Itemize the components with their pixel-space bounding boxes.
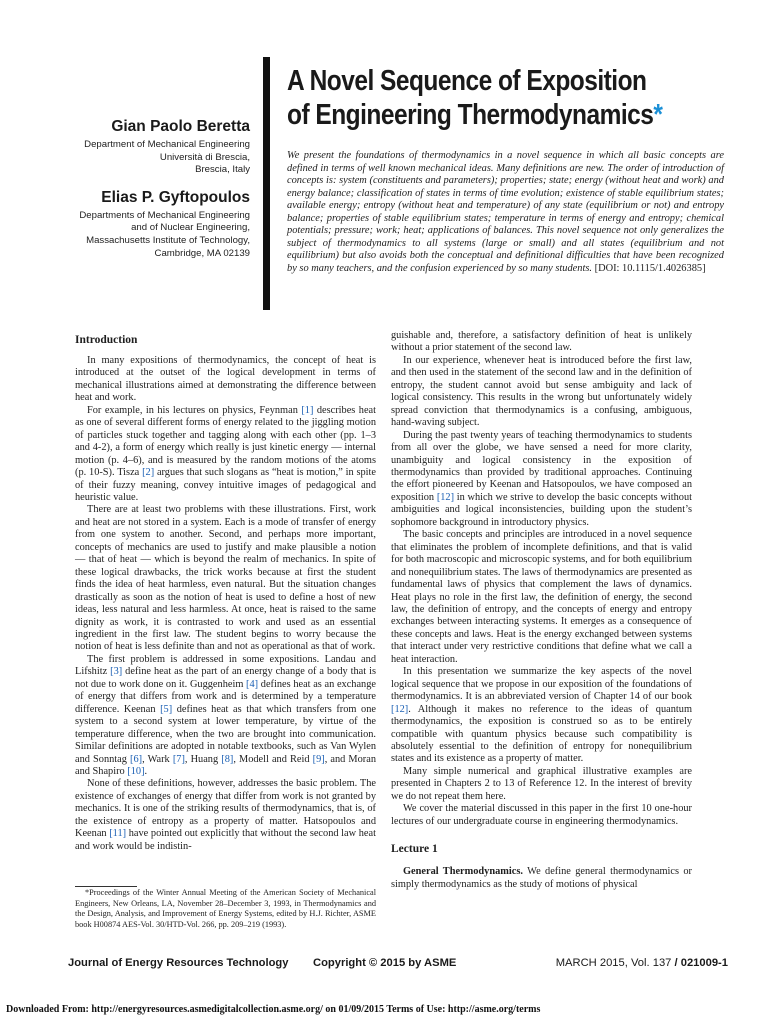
title-line: of Engineering Thermodynamics [287,99,654,131]
citation-link[interactable]: [3] [110,666,123,678]
affiliation-line: Brescia, Italy [195,164,250,176]
citation-link[interactable]: [6] [130,753,143,765]
author-beretta [60,118,250,177]
author-name: Elias P. Gyftopoulos [101,188,250,206]
section-heading-introduction: Introduction [75,334,138,346]
paragraph: During the past twenty years of teaching thermodynamics to students from all over the globe, we have sensed a need for more clarity, unambiguity and logical consistency in the exposition of thermodynamics than provided by traditional approaches. Continuing the effort pioneered by Keenan and Hatsopoulos, we have composed an exposition [12] in which we strive to develop the basic concepts without ambiguities and logical inconsistencies, building upon the student’s sophomore background in introductory physics. [391,429,692,528]
author-list [60,118,250,260]
affiliation-line: Massachusetts Institute of Technology, [86,234,250,246]
footnote-text: *Proceedings of the Winter Annual Meeting of the American Society of Mechanical Engineers, New Orleans, LA, November 28–December 3, 1993, in Thermodynamics and the Design, Analysis, and Improvement of Energy Systems, edited by H.J. Richter, ASME book H00874 AES-Vol. 30/HTD-Vol. 266, pp. 209–219 (1993). [75,888,376,929]
section-heading-lecture-1: Lecture 1 [391,843,438,856]
citation-link[interactable]: [2] [142,467,155,479]
citation-link[interactable]: [1] [301,404,314,416]
article-number: 021009-1 [680,957,728,969]
author-affiliation [60,210,250,260]
issue-info: MARCH 2015, Vol. 137 / 021009-1 [555,957,728,969]
journal-name: Journal of Energy Resources Technology [68,957,289,969]
paragraph: None of these definitions, however, addresses the basic problem. The existence of exchanges of energy that differ from work is not granted by mechanics. It is one of the striking results of thermodynamics, that is, of the existence of entropy as a property of matter. Hatsopoulos and Keenan [11] have pointed out explicitly that without the second law heat and work would be indistin- [75,778,376,852]
citation-link[interactable]: [5] [160,703,173,715]
author-name: Gian Paolo Beretta [111,118,250,135]
citation-link[interactable]: [11] [109,828,127,840]
citation-link[interactable]: [10] [127,765,145,777]
page-footer [68,957,728,973]
paragraph: guishable and, therefore, a satisfactory definition of heat is unlikely without a prior statement of the second law. [391,330,692,354]
download-notice[interactable]: Downloaded From: http://energyresources.asmedigitalcollection.asme.org/ on 01/09/2015 Terms of Use: http://asme.org/terms [6,1004,541,1015]
paragraph: For example, in his lectures on physics, Feynman [1] describes heat as one of several different forms of energy related to the jiggling motion of particles stuck together and tagging along with each other (pp. 1–3 and 4-2), a form of energy which really is just kinetic energy — internal motion (p. 4–6), and is measured by the random motions of the atoms (p. 10-S). Tisza [2] argues that such slogans as “heat is motion,” in spite of their fuzzy meaning, convey intuitive images of pedagogical and heuristic value. [75,404,377,503]
article-title [287,64,665,132]
doi[interactable]: [DOI: 10.1115/1.4026385] [594,262,706,274]
paragraph: We cover the material discussed in this paper in the first 10 one-hour lectures of our undergraduate course in engineering thermodynamics. [391,803,692,827]
title-line: A Novel Sequence of Exposition [287,65,647,97]
paragraph: In this presentation we summarize the key aspects of the novel logical sequence that we propose in our exposition of the foundations of thermodynamics. It is an abbreviated version of Chapter 14 of our book [12]. Although it makes no reference to the ideas of quantum thermodynamics, the exposition is construed so as to be entirely compatible with quantum physics because such compatibility is absolutely essential to the definition of entropy for nonequilibrium states and its existence as a property of matter. [391,666,692,765]
author-gyftopoulos [60,189,250,260]
affiliation-line: Università di Brescia, [159,151,250,163]
title-footnote-marker[interactable]: * [653,99,663,131]
citation-link[interactable]: [7] [172,753,185,765]
paragraph: General Thermodynamics. We define general thermodynamics or simply thermodynamics as the study of motions of physical [391,866,692,890]
affiliation-line: and of Nuclear Engineering, [131,222,250,234]
citation-link[interactable]: [9] [312,753,325,765]
citation-link[interactable]: [8] [221,753,234,765]
affiliation-line: Department of Mechanical Engineering [84,139,250,150]
author-affiliation [60,139,250,177]
abstract [287,150,724,275]
footnote-rule [75,886,137,887]
footnote [75,888,376,930]
left-column [75,330,376,853]
copyright-notice: Copyright © 2015 by ASME [313,957,457,969]
paragraph: The basic concepts and principles are introduced in a novel sequence that eliminates the problem of incomplete definitions, and that is valid for both macroscopic and microscopic systems, and for both equilibrium and nonequilibrium states. The laws of thermodynamics are presented as fundamental laws of physics that complement the laws of dynamics. Heat plays no role in the first law, the definition of energy, the second law, the definition of entropy, and the concepts of energy and entropy exchanges between interacting systems. It emerges as a consequence of these concepts and laws. Heat is the energy exchanged between systems that interact under very restrictive conditions that define what we call a heat interaction. [391,529,692,665]
paragraph: The first problem is addressed in some expositions. Landau and Lifshitz [3] define heat as the part of an energy change of a body that is not due to work done on it. Guggenheim [4] defines heat as an exchange of energy that differs from work and is determined by a temperature difference. Keenan [5] defines heat as that which transfers from one system to a second system at lower temperature, by virtue of the temperature difference, when the two are brought into communication. Similar definitions are adopted in notable textbooks, such as Van Wylen and Sonntag [6], Wark [7], Huang [8], Modell and Reid [9], and Moran and Shapiro [10]. [75,653,376,777]
affiliation-line: Departments of Mechanical Engineering [79,209,250,221]
citation-link[interactable]: [12] [436,491,455,503]
paragraph: Many simple numerical and graphical illustrative examples are presented in Chapters 2 to 13 of Reference 12. In the interest of brevity we do not repeat them here. [391,765,692,802]
abstract-text: We present the foundations of thermodynamics in a novel sequence in which all basic concepts are defined in terms of well known mechanical ideas. Many definitions are new. The order of introduction of concepts is: system (constituents and parameters); properties; state; energy (without heat and work) and energy balance; classification of states in terms of time evolution; existence of stable equilibrium states; available energy; entropy (without heat and temperature) of any state (equilibrium or not) and entropy balance; properties of stable equilibrium states; temperature in terms of energy and entropy; chemical potentials; pressure; work; heat; applications of balances. This novel sequence not only generalizes the subject of thermodynamics to all systems (large or small) and all states (equilibrium and not equilibrium) but also avoids both the conceptual and definitional difficulties that have been recognized by so many teachers, and the confusion experienced by so many students. [287,150,724,274]
right-column [391,330,692,891]
paragraph: In many expositions of thermodynamics, the concept of heat is introduced at the outset of the logical development in terms of mechanical illustrations aimed at demonstrating the difference between heat and work. [75,355,376,404]
citation-link[interactable]: [12] [391,703,409,715]
paragraph: In our experience, whenever heat is introduced before the first law, and then used in the statement of the second law and in the definition of entropy, the student cannot avoid but sense ambiguity and lack of logical consistency. This results in the wrong but unfortunately widely spread conviction that thermodynamics is a confusing, ambiguous, hand-waving subject. [391,354,692,429]
affiliation-line: Cambridge, MA 02139 [154,247,250,259]
header-divider-bar [263,57,270,310]
citation-link[interactable]: [4] [246,678,259,690]
subsection-heading: General Thermodynamics. [403,866,523,878]
paragraph: There are at least two problems with these illustrations. First, work and heat are not stored in a system. Each is a mode of transfer of energy from one system to another. Second, and perhaps more important, concepts of mechanics are used to justify and make plausible a notion — that of heat — which is beyond the realm of mechanics. In spite of these logical drawbacks, the trick works because at first the student finds the idea of heat harmless, even natural. But the situation changes drastically as soon as the notion of heat is used to define a host of new ideas, less natural and less harmless. At once, heat is raised to the same dignity as work, it is contrasted to work and used as an essential ingredient in the first law. The student begins to worry because the notion of heat is less definite than and not as operational as that of work. [75,504,376,653]
